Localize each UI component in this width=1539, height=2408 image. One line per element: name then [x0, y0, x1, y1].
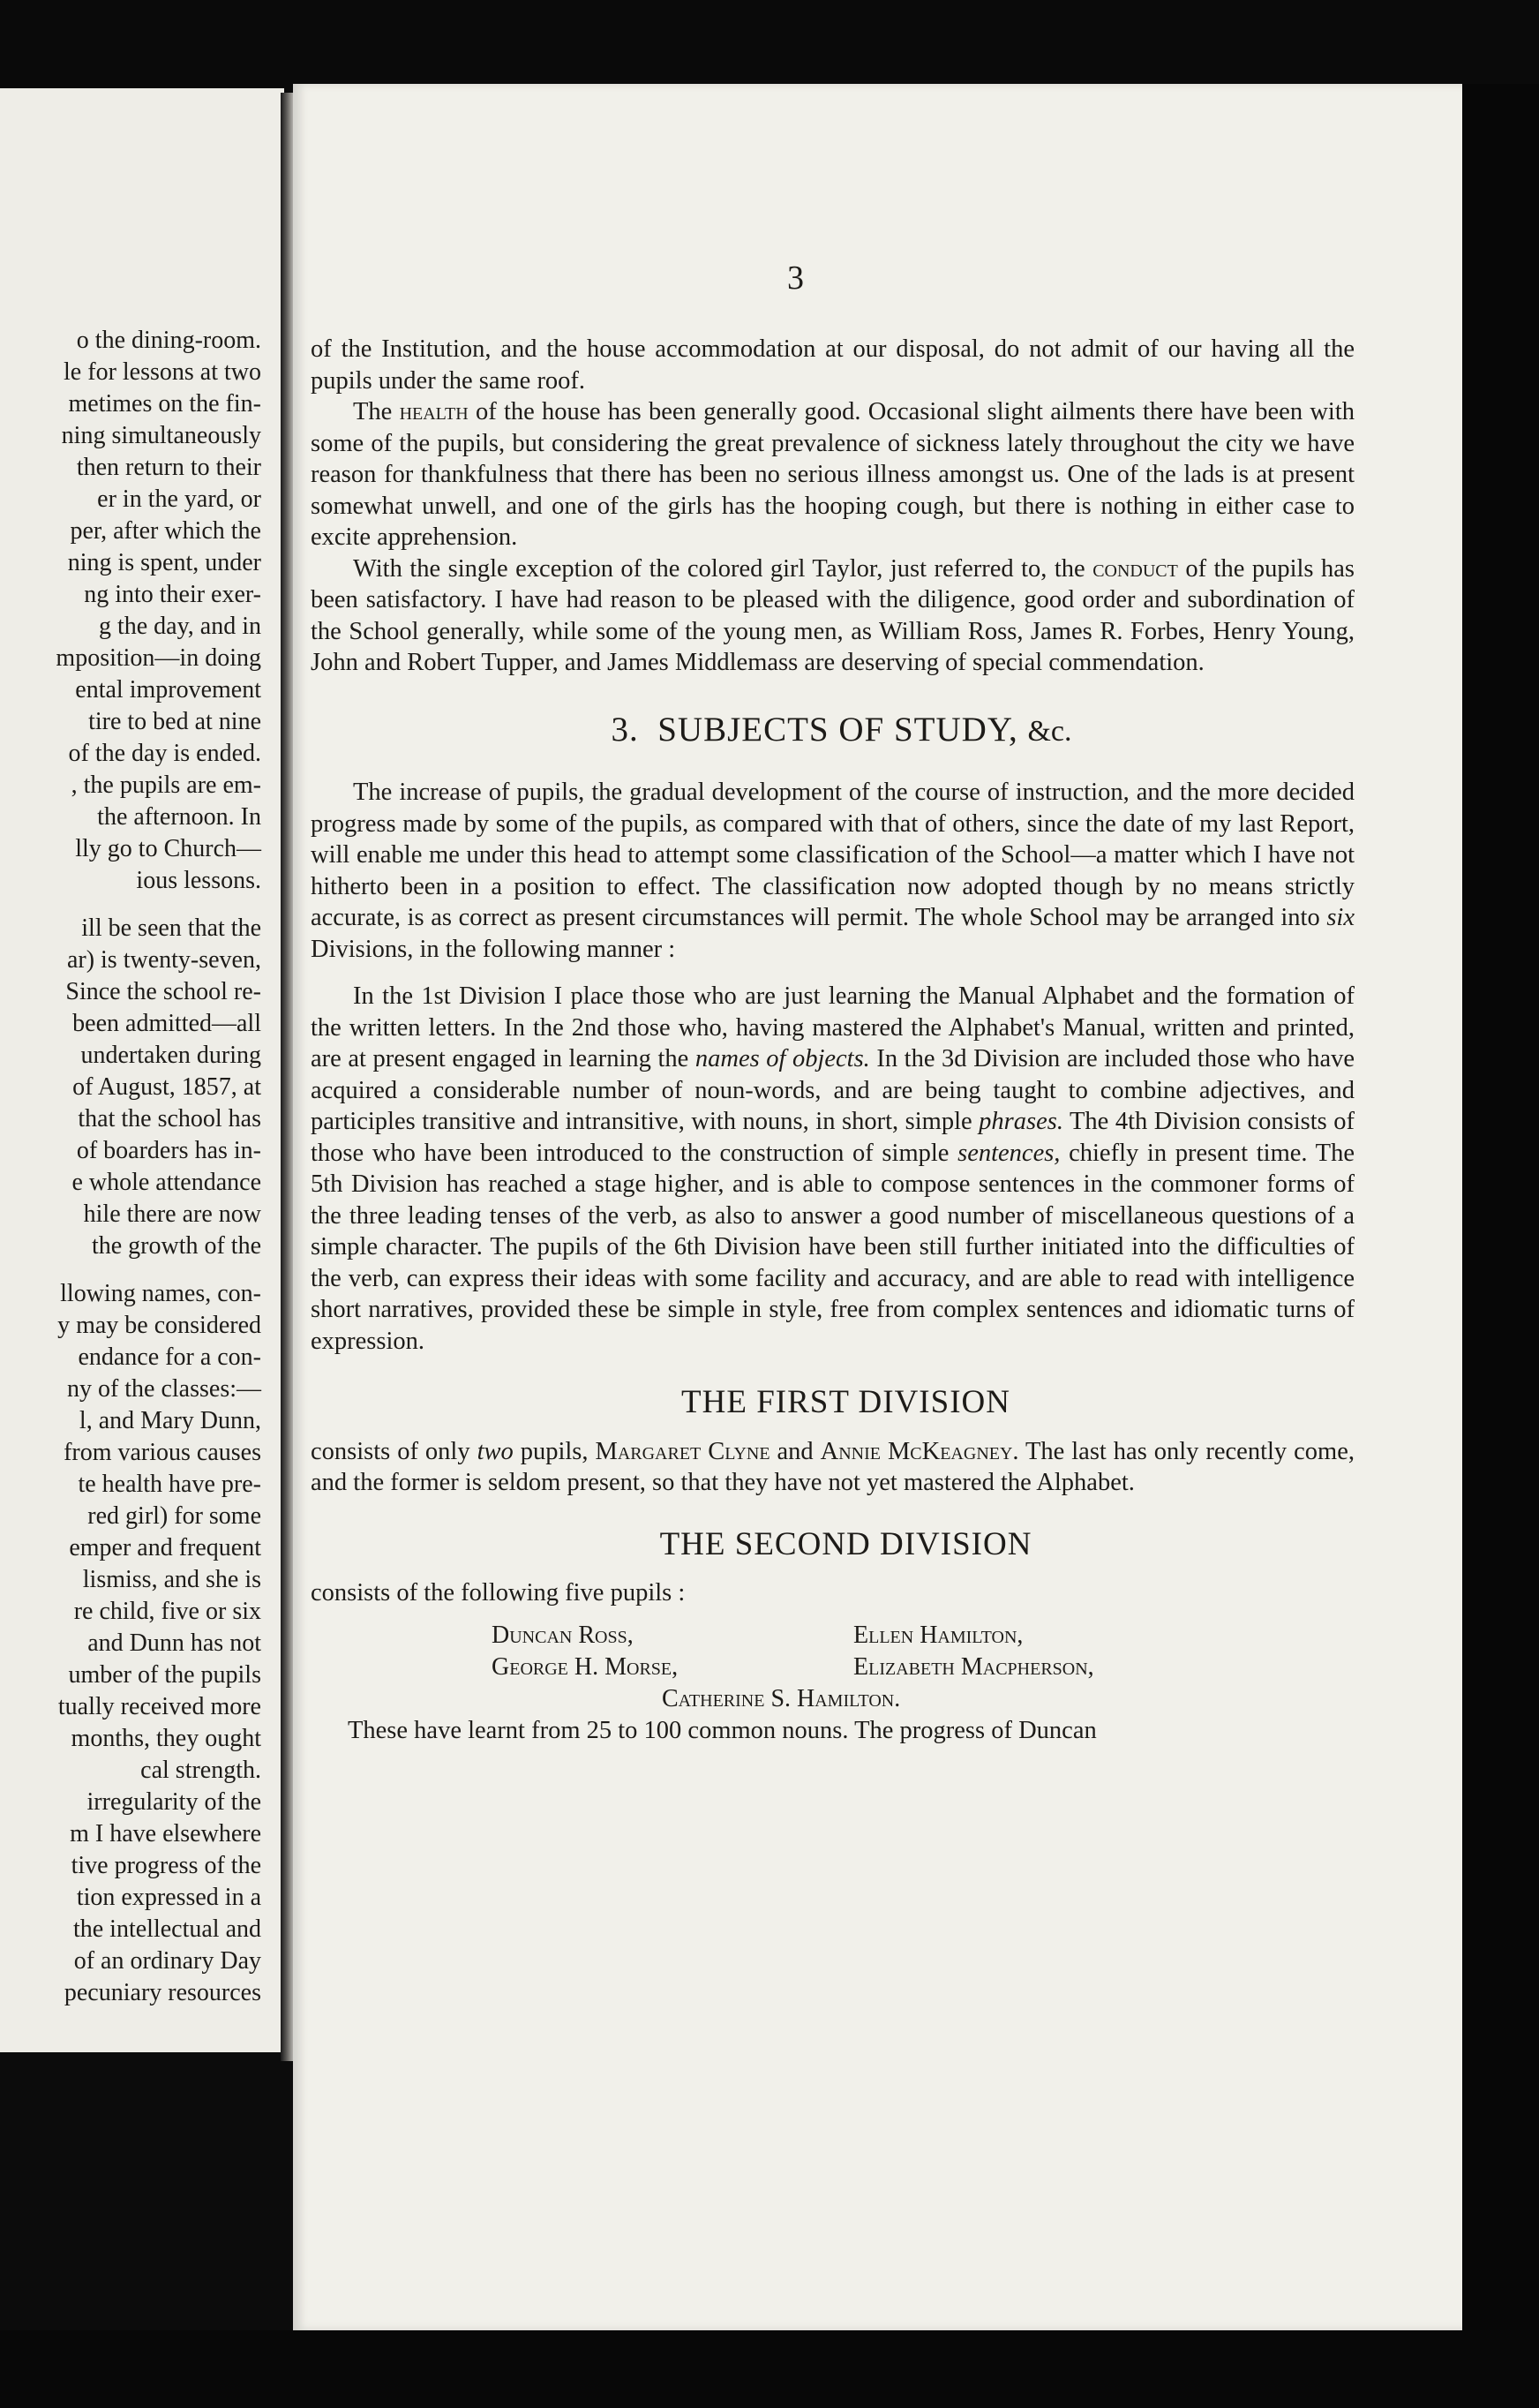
left-page-text [0, 325, 261, 2009]
right-page [293, 84, 1462, 2330]
left-page-line: Since the school re- [65, 978, 261, 1005]
second-division-names [492, 1620, 1355, 1683]
pupil-name: Annie McKeagney [820, 1437, 1013, 1465]
left-page-line: the growth of the [91, 1232, 261, 1260]
left-page-line: g the day, and in [98, 613, 261, 640]
left-page-line: of the day is ended. [68, 740, 261, 767]
left-page-line: red girl) for some [87, 1502, 261, 1530]
intro-paragraph: of the Institution, and the house accommodation at our disposal, do not admit of our having all the pupils under the same roof. [311, 335, 1355, 395]
left-page-line: tive progress of the [71, 1852, 261, 1879]
left-page-line: lismiss, and she is [82, 1566, 261, 1593]
left-page-line: ar) is twenty-seven, [66, 946, 261, 974]
left-page-line: endance for a con- [78, 1343, 261, 1371]
study-paragraph: The increase of pupils, the gradual development of the course of instruction, and the more decided progress made by some of the pupils, as compared with that of others, since the date of my last Report, will enable me under this head to attempt some classification of the School—a matter which I have not hitherto been in a position to effect. The classification now adopted though by no means strictly accurate, is as correct as present circumstances will permit. The whole School may be arranged into six Divisions, in the following manner : [311, 779, 1355, 963]
left-page-line: tire to bed at nine [88, 708, 261, 735]
left-page-line: ill be seen that the [81, 914, 261, 942]
left-page-line: hile there are now [83, 1200, 261, 1228]
left-page-line: of an ordinary Day [73, 1947, 261, 1975]
left-page-line: irregularity of the [86, 1788, 261, 1816]
pupil-name: Margaret Clyne [595, 1437, 770, 1465]
conduct-keyword: conduct [1092, 554, 1178, 583]
left-page-line: ning is spent, under [67, 549, 261, 576]
left-page-line: llowing names, con- [60, 1280, 261, 1307]
left-page-line: cal strength. [140, 1757, 261, 1784]
divisions-paragraph: In the 1st Division I place those who are just learning the Manual Alphabet and the formation of the written letters. In the 2nd those who, having mastered the Alphabet's Manual, written and printed, are at present engaged in learning the names of objects. In the 3d Division are included those who have acquired a considerable number of noun-words, and are being taught to combine adjectives, and participles transitive and intransitive, with nouns, in short, simple phrases. The 4th Division consists of those who have been introduced to the construction of simple sentences, chiefly in present time. The 5th Division has reached a stage higher, and is able to compose sentences in the commoner forms of the three leading tenses of the verb, as also to answer a good number of miscellaneous questions of a simple character. The pupils of the 6th Division have been still further initiated into the difficulties of the verb, can express their ideas with some facility and accuracy, and are able to read with intelligence short narratives, provided these be simple in style, free from complex sentences and idiomatic turns of expression. [311, 982, 1355, 1355]
left-page-line: er in the yard, or [97, 485, 261, 513]
section-number: 3. [611, 710, 639, 749]
left-page-line: ny of the classes:— [66, 1375, 261, 1403]
second-division-heading: THE SECOND DIVISION [659, 1525, 1032, 1562]
left-page-line: per, after which the [70, 517, 261, 545]
left-page-line: re child, five or six [73, 1598, 261, 1625]
first-division-paragraph: consists of only two pupils, Margaret Clyne and Annie McKeagney. The last has only recently come, and the former is seldom present, so that they have not yet mastered the Alphabet. [311, 1437, 1355, 1496]
left-page-line: of August, 1857, at [72, 1073, 261, 1101]
left-page-line: ious lessons. [136, 867, 261, 894]
section-suffix: &c. [1027, 714, 1072, 748]
scan-background-top [0, 0, 1539, 97]
left-page-line: the intellectual and [72, 1915, 261, 1943]
pupil-name: Catherine S. Hamilton. [662, 1684, 901, 1712]
section-title: SUBJECTS OF STUDY, [657, 710, 1018, 749]
left-page-line: months, they ought [71, 1725, 261, 1752]
left-page-line: ng into their exer- [84, 581, 261, 608]
health-paragraph: The health of the house has been generally good. Occasional slight ailments there have been with some of the pupils, but considering the great prevalence of sickness lately throughout the city we have reason for thankfulness that there has been no serious illness amongst us. One of the lads is at present somewhat unwell, and one of the girls has the hooping cough, but there is nothing in either case to excite apprehension. [311, 398, 1355, 551]
left-page-line: and Dunn has not [87, 1629, 261, 1657]
left-page-line: of boarders has in- [76, 1137, 261, 1164]
left-page-fragment [0, 88, 284, 2052]
health-keyword: health [399, 398, 469, 425]
scan-background-right [1462, 84, 1539, 2330]
paragraph-gap [0, 897, 261, 913]
page-number: 3 [787, 260, 804, 297]
pupil-name: George H. Morse, [492, 1652, 679, 1681]
left-page-line: that the school has [78, 1105, 261, 1133]
left-page-line: y may be considered [57, 1312, 261, 1339]
second-division-intro: consists of the following five pupils : [311, 1579, 686, 1607]
closing-line: These have learnt from 25 to 100 common nouns. The progress of Duncan [348, 1716, 1097, 1744]
left-page-line: metimes on the fin- [68, 390, 261, 418]
left-page-line: e whole attendance [71, 1169, 261, 1196]
left-page-line: , the pupils are em- [71, 771, 261, 799]
pupil-name: Ellen Hamilton, [853, 1621, 1024, 1649]
left-page-line: undertaken during [80, 1042, 261, 1069]
left-page-line: then return to their [76, 454, 261, 481]
left-page-line: lly go to Church— [75, 835, 261, 862]
left-page-line: m I have elsewhere [70, 1820, 261, 1847]
left-page-line: te health have pre- [78, 1471, 261, 1498]
pupil-name: Elizabeth Macpherson, [853, 1652, 1094, 1681]
left-page-line: emper and frequent [69, 1534, 261, 1561]
left-page-line: tually received more [57, 1693, 261, 1720]
left-page-line: mposition—in doing [56, 644, 261, 672]
left-page-line: umber of the pupils [68, 1661, 261, 1689]
scan-background-bottom [0, 2330, 1539, 2408]
left-page-line: from various causes [64, 1439, 261, 1466]
left-page-line: ning simultaneously [61, 422, 261, 449]
section-heading-subjects [328, 710, 1355, 749]
left-page-line: tion expressed in a [76, 1884, 261, 1911]
first-division-heading: THE FIRST DIVISION [681, 1384, 1010, 1420]
left-page-line: le for lessons at two [64, 358, 261, 386]
left-page-line: ental improvement [75, 676, 261, 704]
conduct-paragraph: With the single exception of the colored girl Taylor, just referred to, the conduct of the pupils has been satisfactory. I have had reason to be pleased with the diligence, good order and subordination of the School generally, while some of the young men, as William Ross, James R. Forbes, Henry Young, John and Robert Tupper, and James Middlemass are deserving of special commendation. [311, 554, 1355, 676]
left-page-line: o the dining-room. [76, 327, 261, 354]
left-page-line: pecuniary resources [64, 1979, 261, 2006]
paragraph-gap [0, 1262, 261, 1278]
pupil-name: Duncan Ross, [492, 1621, 634, 1649]
page-body [311, 334, 1355, 1746]
left-page-line: l, and Mary Dunn, [79, 1407, 261, 1434]
left-page-line: the afternoon. In [97, 803, 261, 831]
left-page-line: been admitted—all [72, 1010, 261, 1037]
